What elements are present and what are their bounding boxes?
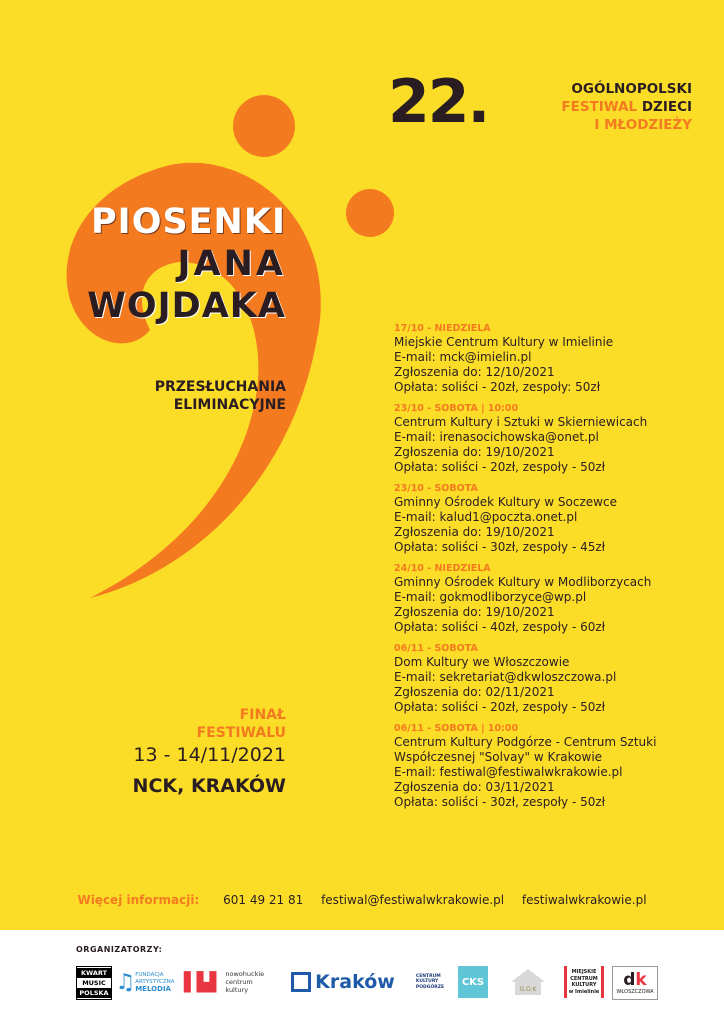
header-line3: I MŁODZIEŻY <box>594 117 692 133</box>
event-fee: Opłata: soliści - 30zł, zespoły - 45zł <box>394 540 606 554</box>
event-deadline: Zgłoszenia do: 19/10/2021 <box>394 605 555 619</box>
event-venue: Gminny Ośrodek Kultury w Soczewce <box>394 495 617 509</box>
nck-mark-icon: ▌▙▌ <box>183 971 223 993</box>
event-date: 06/11 - SOBOTA <box>394 643 478 654</box>
info-website[interactable]: festiwalwkrakowie.pl <box>521 893 647 907</box>
organizers-label: ORGANIZATORZY: <box>76 945 163 954</box>
gok-house-icon <box>508 966 548 998</box>
events-list <box>394 322 714 817</box>
event-email: E-mail: festiwal@festiwalwkrakowie.pl <box>394 765 623 779</box>
event-email: E-mail: sekretariat@dkwloszczowa.pl <box>394 670 617 684</box>
podgorze-logo: CENTRUM KULTURY PODGÓRZE <box>415 973 445 990</box>
music-note-icon: ♫ <box>115 969 136 995</box>
info-phone: 601 49 21 81 <box>223 893 304 907</box>
title-line3: WOJDAKA <box>87 286 286 326</box>
event-deadline: Zgłoszenia do: 19/10/2021 <box>394 525 555 539</box>
clef-dot-large <box>233 95 295 157</box>
title-line1: PIOSENKI <box>91 202 286 242</box>
event-email: E-mail: kalud1@poczta.onet.pl <box>394 510 578 524</box>
final-place: NCK, KRAKÓW <box>132 775 286 797</box>
event-deadline: Zgłoszenia do: 12/10/2021 <box>394 365 555 379</box>
kwart-music-logo: KWART MUSIC POLSKA <box>76 966 112 1000</box>
event-fee: Opłata: soliści - 40zł, zespoły - 60zł <box>394 620 606 634</box>
event-deadline: Zgłoszenia do: 03/11/2021 <box>394 780 555 794</box>
event-date: 23/10 - SOBOTA <box>394 483 478 494</box>
melodia-logo: ♫ FUNDACJA ARTYSTYCZNA MELODIA <box>115 969 175 995</box>
event-fee: Opłata: soliści - 20zł, zespoły - 50zł <box>394 460 606 474</box>
gok-logo <box>506 966 550 998</box>
nck-logo: ▌▙▌ nowohuckie centrum kultury <box>183 970 265 994</box>
event-venue: Centrum Kultury Podgórze - Centrum Sztuki <box>394 735 657 749</box>
final-dates: 13 - 14/11/2021 <box>133 744 286 766</box>
event-item <box>394 322 714 395</box>
organizers-logos <box>70 966 670 1002</box>
event-venue-cont: Współczesnej "Solvay" w Krakowie <box>394 750 603 764</box>
title-line2: JANA <box>177 244 286 284</box>
event-email: E-mail: mck@imielin.pl <box>394 350 532 364</box>
cks-logo: CKS <box>458 966 488 998</box>
event-item <box>394 642 714 715</box>
event-deadline: Zgłoszenia do: 19/10/2021 <box>394 445 555 459</box>
krakow-logo: Kraków <box>288 966 398 998</box>
event-fee: Opłata: soliści - 30zł, zespoły - 50zł <box>394 795 606 809</box>
event-date: 17/10 - NIEDZIELA <box>394 323 491 334</box>
svg-text:G.O.K: G.O.K <box>519 986 537 993</box>
event-venue: Dom Kultury we Włoszczowie <box>394 655 570 669</box>
mck-imielin-logo: MIEJSKIE CENTRUM KULTURY w Imielinie <box>564 966 604 998</box>
edition-number: 22. <box>388 67 489 137</box>
event-fee: Opłata: soliści - 20zł, zespoły: 50zł <box>394 380 601 394</box>
clef-dot-small <box>346 189 394 237</box>
event-venue: Gminny Ośrodek Kultury w Modliborzycach <box>394 575 652 589</box>
info-bar <box>0 893 724 907</box>
event-email: E-mail: gokmodliborzyce@wp.pl <box>394 590 587 604</box>
event-venue: Centrum Kultury i Sztuki w Skierniewicach <box>394 415 648 429</box>
event-email: E-mail: irenasocichowska@onet.pl <box>394 430 599 444</box>
event-deadline: Zgłoszenia do: 02/11/2021 <box>394 685 555 699</box>
event-item <box>394 722 714 810</box>
krakow-mark-icon <box>291 972 311 992</box>
event-date: 06/11 - SOBOTA | 10:00 <box>394 723 519 734</box>
header-line2: FESTIWAL DZIECI <box>561 99 692 115</box>
event-date: 24/10 - NIEDZIELA <box>394 563 491 574</box>
dk-wloszczowa-logo: dk WŁOSZCZOWA <box>612 966 658 1000</box>
info-label: Więcej informacji: <box>77 893 200 907</box>
info-email[interactable]: festiwal@festiwalwkrakowie.pl <box>321 893 505 907</box>
header-line1: OGÓLNOPOLSKI <box>571 81 692 97</box>
event-item <box>394 402 714 475</box>
event-fee: Opłata: soliści - 20zł, zespoły - 50zł <box>394 700 606 714</box>
event-venue: Miejskie Centrum Kultury w Imielinie <box>394 335 614 349</box>
subtitle: PRZESŁUCHANIA ELIMINACYJNE <box>154 379 286 413</box>
event-item <box>394 482 714 555</box>
festival-header <box>512 80 692 134</box>
final-label: FINAŁ FESTIWALU <box>196 707 286 741</box>
event-date: 23/10 - SOBOTA | 10:00 <box>394 403 519 414</box>
event-item <box>394 562 714 635</box>
